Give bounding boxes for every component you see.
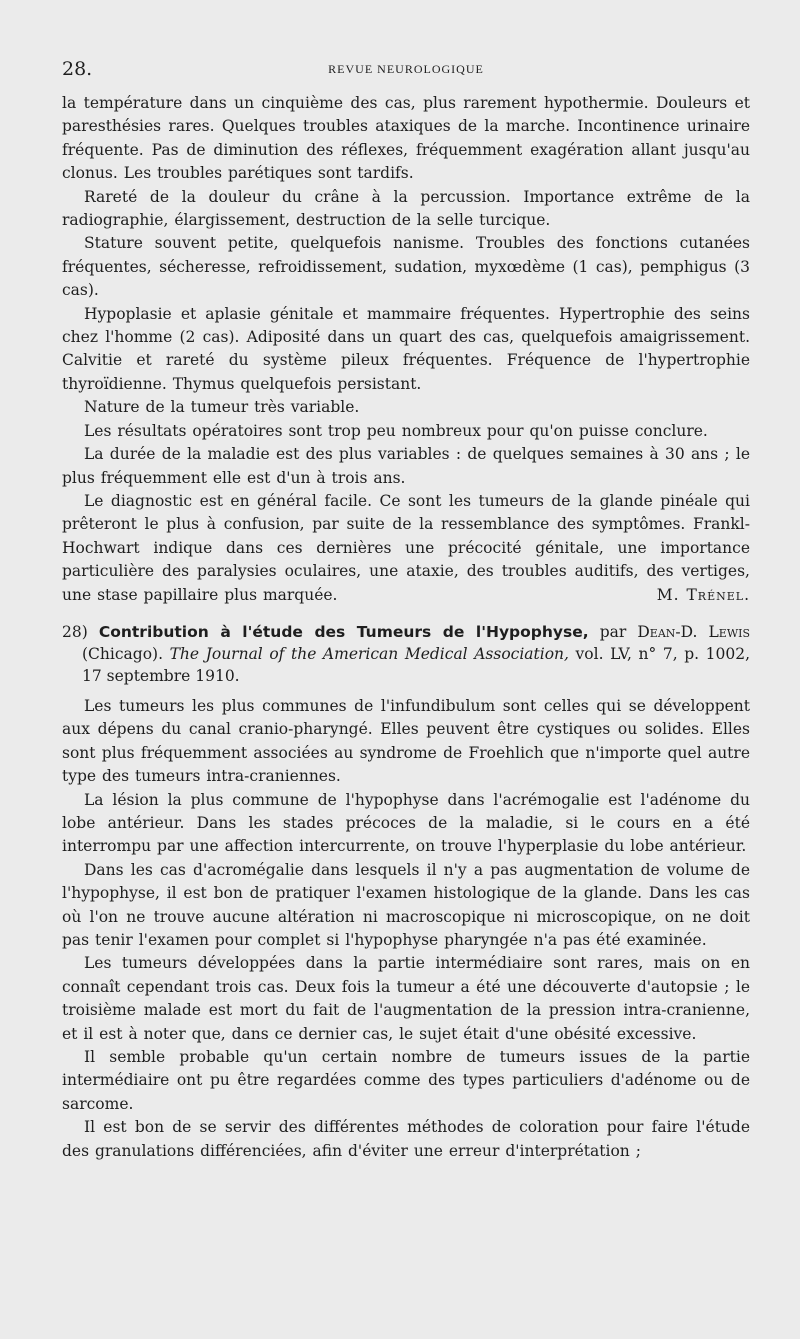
paragraph: Il semble probable qu'un certain nombre de tumeurs issues de la partie intermédiaire ont pu être regardées comme des types particuliers d'adénome ou de sarcome.	[62, 1048, 750, 1113]
paragraph: Rareté de la douleur du crâne à la percussion. Importance extrême de la radiographie, élargissement, destruction de la selle turcique.	[62, 187, 750, 230]
paragraph: la température dans un cinquième des cas, plus rarement hypothermie. Douleurs et paresthésies rares. Quelques troubles ataxiques de la marche. Incontinence urinaire fréquente. Pas de diminution des réflexes, fréquemment exagération allant jusqu'au clonus. Les troubles parétiques sont tardifs.	[62, 94, 750, 183]
author-place: (Chicago).	[82, 644, 163, 663]
author-prefix: par	[599, 622, 627, 641]
paragraph: La lésion la plus commune de l'hypophyse dans l'acrémogalie est l'adénome du lobe antérieur. Dans les stades précoces de la maladie, si le cours en a été interrompu par une affection intercurrente, on trouve l'hyperplasie du lobe antérieur.	[62, 790, 750, 856]
paragraph: Les tumeurs les plus communes de l'infundibulum sont celles qui se développent aux dépens du canal cranio-pharyngé. Elles peuvent être cystiques ou solides. Elles sont plus fréquemment associées au syndrome de Froehlich que n'importe quel autre type des tumeurs intra-craniennes.	[62, 696, 750, 786]
paragraph: Il est bon de se servir des différentes méthodes de coloration pour faire l'étude des granulations différenciées, afin d'éviter une erreur d'interprétation ;	[62, 1118, 750, 1160]
paragraph: Les tumeurs développées dans la partie intermédiaire sont rares, mais on en connaît cependant trois cas. Deux fois la tumeur a été une découverte d'autopsie ; le troisième malade est mort du fait de l'augmentation de la pression intra-cranienne, et il est à noter que, dans ce dernier cas, le sujet était d'une obésité excessive.	[62, 954, 750, 1043]
author-name: Dean-D. Lewis	[637, 622, 751, 641]
page-header	[62, 58, 750, 84]
entry-title: Contribution à l'étude des Tumeurs de l'Hypophyse,	[98, 622, 589, 641]
paragraph: Hypoplasie et aplasie génitale et mammaire fréquentes. Hypertrophie des seins chez l'homme (2 cas). Adiposité dans un quart des cas, quelquefois amaigrissement. Calvitie et rareté du système pileux fréquentes. Fréquence de l'hypertrophie thyroïdienne. Thymus quelquefois persistant.	[62, 304, 750, 393]
paragraph: La durée de la maladie est des plus variables : de quelques semaines à 30 ans ; le plus fréquemment elle est d'un à trois ans.	[62, 445, 750, 487]
journal-page	[62, 58, 750, 1163]
page-number: 28.	[62, 58, 93, 80]
paragraph: Nature de la tumeur très variable.	[84, 398, 360, 417]
paragraph-with-signature	[62, 490, 750, 607]
paragraph: Les résultats opératoires sont trop peu nombreux pour qu'on puisse conclure.	[84, 421, 708, 440]
entry-number: 28)	[62, 622, 88, 641]
review-28-body	[62, 695, 750, 1163]
paragraph: Stature souvent petite, quelquefois nanisme. Troubles des fonctions cutanées fréquentes, sécheresse, refroidissement, sudation, myxœdème (1 cas), pemphigus (3 cas).	[62, 234, 750, 300]
citation-details: vol. LV, n° 7, p. 1002, 17 septembre 1910.	[82, 644, 750, 685]
journal-name: The Journal of the American Medical Association,	[169, 644, 569, 663]
bibliographic-entry	[62, 621, 750, 687]
paragraph: Dans les cas d'acromégalie dans lesquels il n'y a pas augmentation de volume de l'hypophyse, il est bon de pratiquer l'examen histologique de la glande. Dans les cas où l'on ne trouve aucune altération ni macroscopique ni microscopique, on ne doit pas tenir l'examen pour complet si l'hypophyse pharyngée n'a pas été examinée.	[62, 860, 750, 949]
running-title: REVUE NEUROLOGIQUE	[328, 62, 484, 76]
reviewer-signature: M. Trénel.	[656, 585, 750, 604]
review-27-body	[62, 92, 750, 607]
paragraph-text: Le diagnostic est en général facile. Ce sont les tumeurs de la glande pinéale qui prêteront le plus à confusion, par suite de la ressemblance des symptômes. Frankl-Hochwart indique dans ces dernières une précocité génitale, une importance particulière des paralysies oculaires, une ataxie, des troubles auditifs, des vertiges, une stase papillaire plus marquée.	[62, 491, 750, 604]
